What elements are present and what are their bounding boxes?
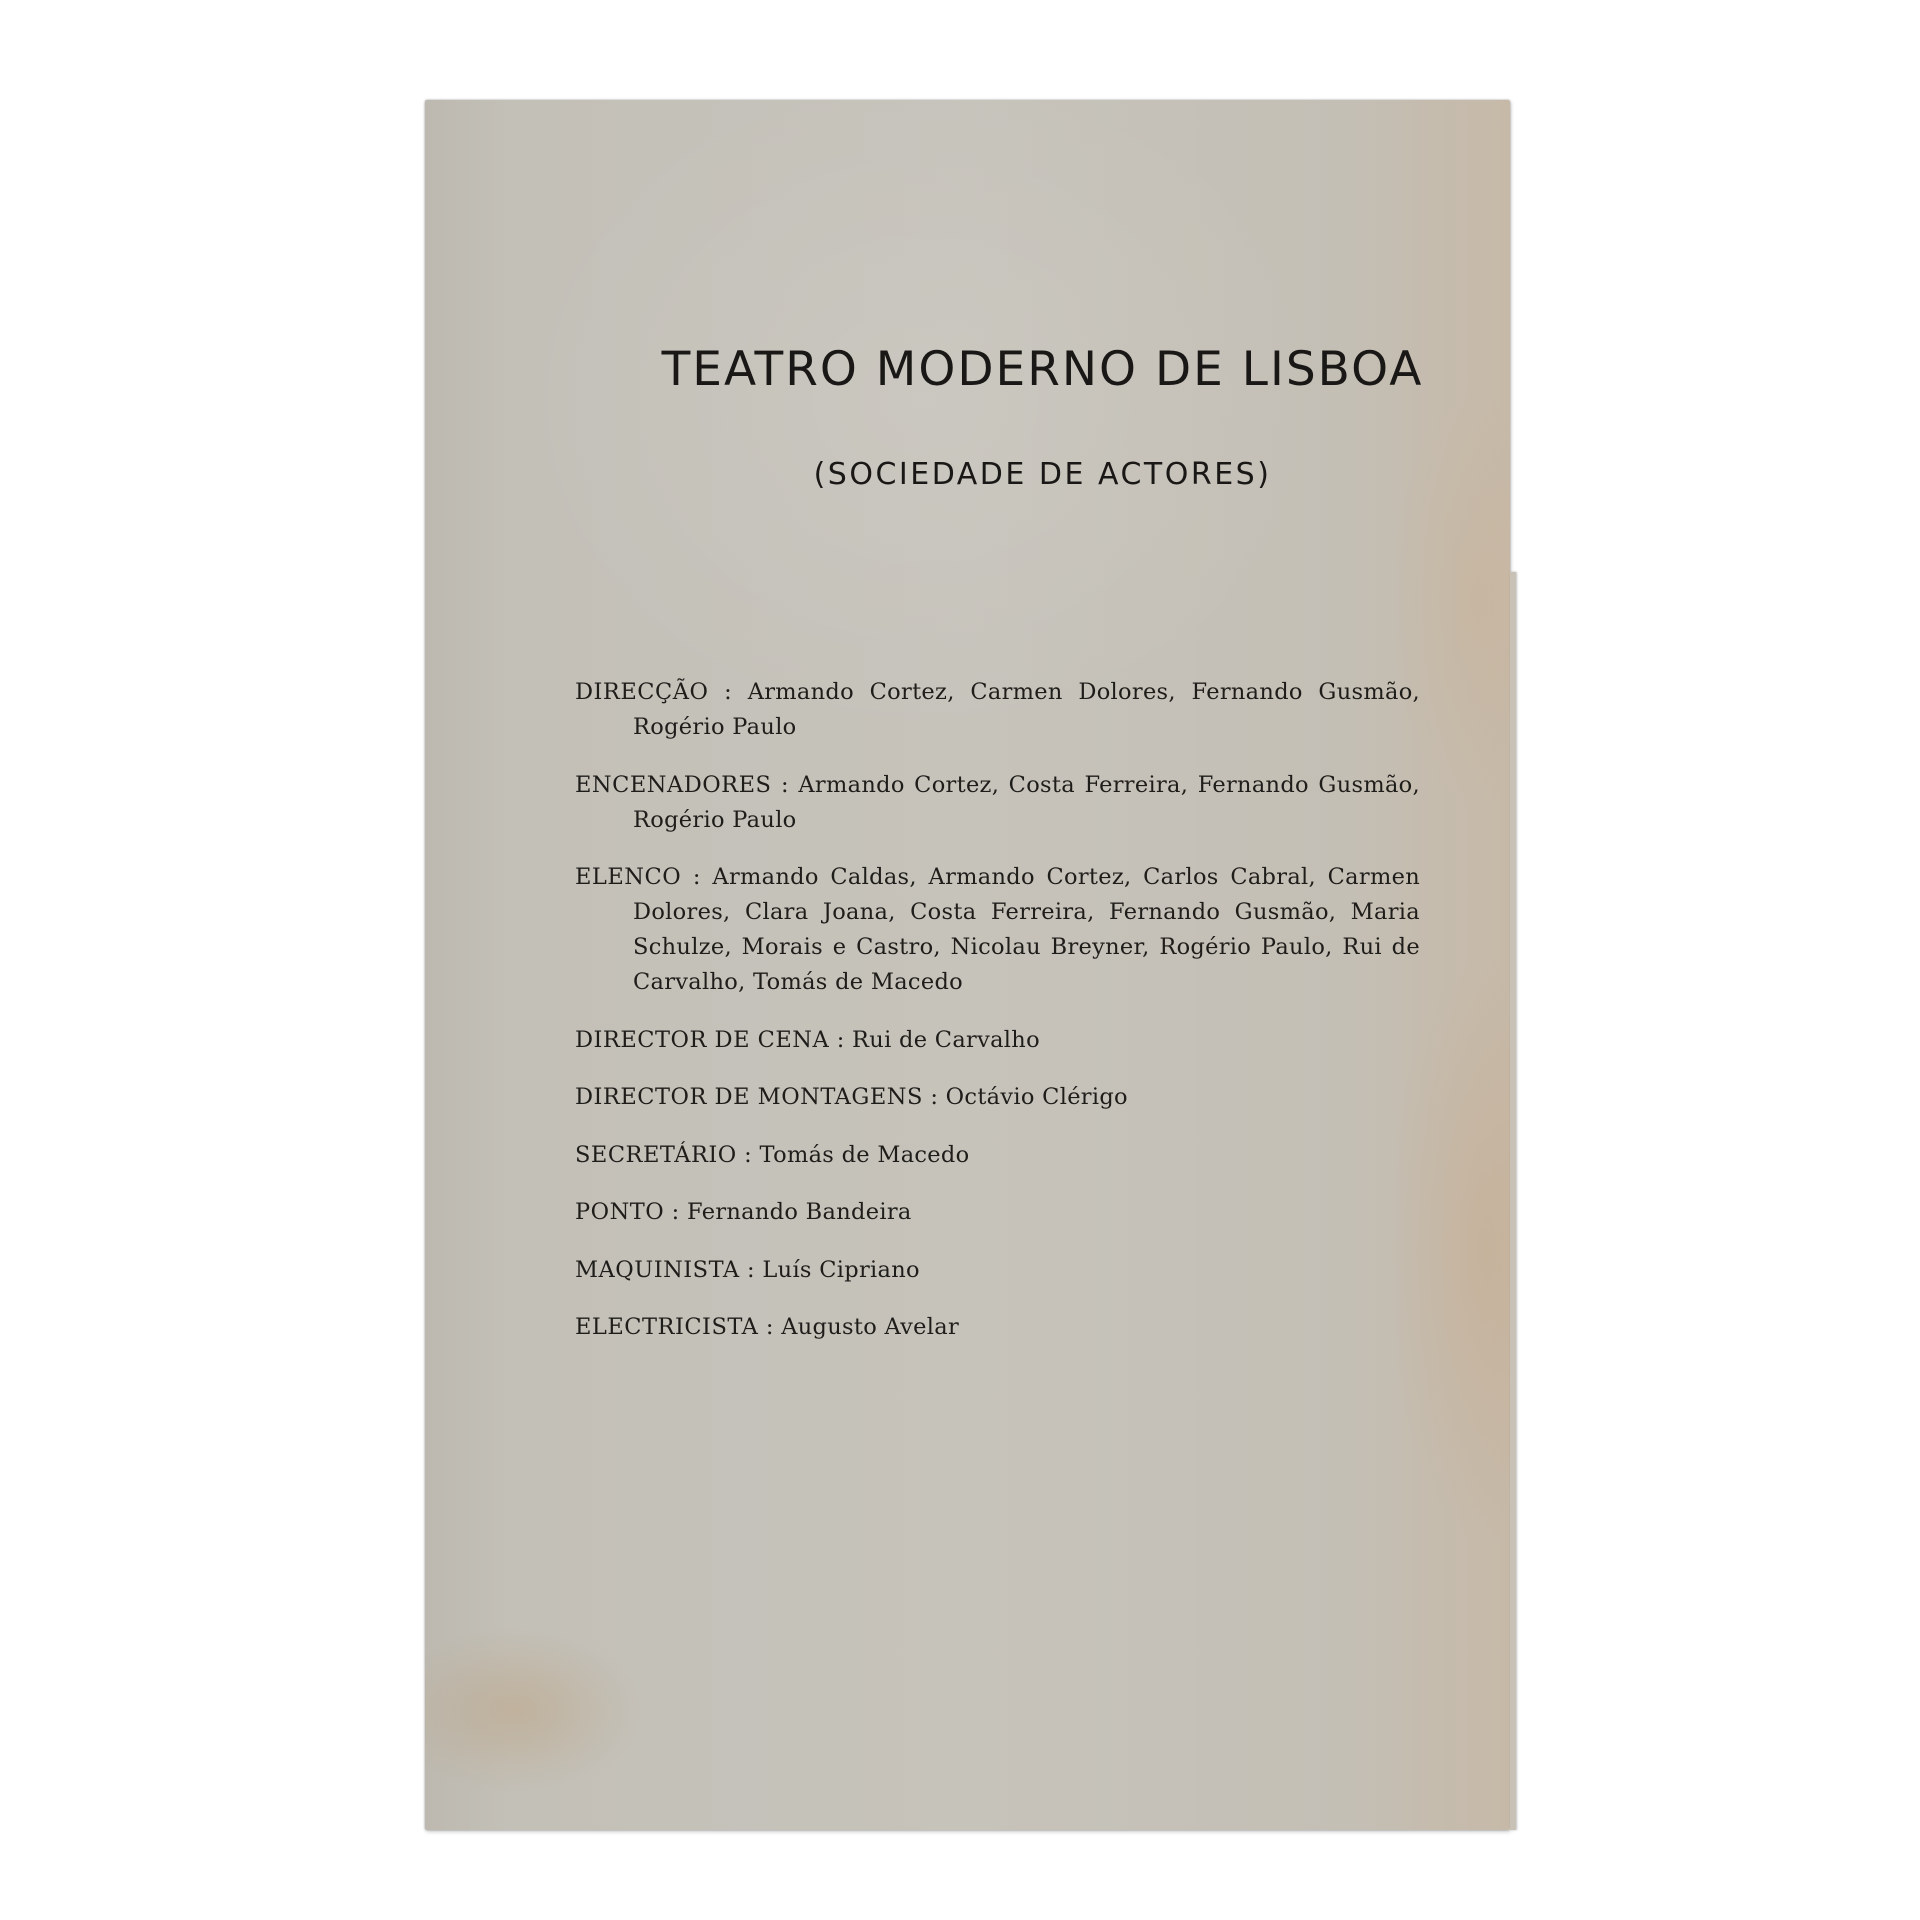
program-page [425, 100, 1510, 1830]
credit-names: Augusto Avelar [781, 1314, 960, 1340]
credit-role: DIRECÇÃO [575, 679, 709, 705]
credit-maquinista: MAQUINISTA : Luís Cipriano [575, 1256, 920, 1283]
credit-ponto: PONTO : Fernando Bandeira [575, 1199, 912, 1225]
credit-role: DIRECTOR DE CENA [575, 1026, 830, 1053]
credit-director-de-montagens: DIRECTOR DE MONTAGENS : Octávio Clérigo [575, 1084, 1128, 1110]
page-edge [1510, 572, 1516, 1830]
page-subtitle: (SOCIEDADE DE ACTORES) [813, 457, 1272, 492]
credit-direccao: DIRECÇÃO : Armando Cortez, Carmen Dolores, Fernando Gusmão, Rogério Paulo [575, 679, 1420, 740]
credits-list [575, 675, 1420, 1366]
credit-role: ELENCO [575, 864, 682, 890]
credit-elenco: ELENCO : Armando Caldas, Armando Cortez, Carlos Cabral, Carmen Dolores, Clara Joana, Costa Ferreira, Fernando Gusmão, Maria Schulze, Morais e Castro, Nicolau Breyner, Rogério Paulo, Rui de Carvalho, Tomás de Macedo [575, 864, 1420, 995]
credit-director-de-cena: DIRECTOR DE CENA : Rui de Carvalho [575, 1026, 1040, 1053]
credit-role: SECRETÁRIO [575, 1141, 737, 1168]
credit-names: Armando Cortez, Costa Ferreira, Fernando Gusmão, Rogério Paulo [633, 771, 1420, 833]
credit-names: Rui de Carvalho [852, 1026, 1040, 1053]
credit-secretario: SECRETÁRIO : Tomás de Macedo [575, 1141, 970, 1168]
page-title: TEATRO MODERNO DE LISBOA [661, 342, 1424, 397]
credit-electricista: ELECTRICISTA : Augusto Avelar [575, 1314, 960, 1340]
credit-role: MAQUINISTA [575, 1256, 740, 1283]
credit-names: Armando Caldas, Armando Cortez, Carlos Cabral, Carmen Dolores, Clara Joana, Costa Ferreira, Fernando Gusmão, Maria Schulze, Morais e Castro, Nicolau Breyner, Rogério Paulo, Rui de Carvalho, Tomás de Macedo [633, 864, 1420, 995]
credit-names: Armando Cortez, Carmen Dolores, Fernando Gusmão, Rogério Paulo [633, 679, 1420, 740]
credit-encenadores: ENCENADORES : Armando Cortez, Costa Ferreira, Fernando Gusmão, Rogério Paulo [575, 771, 1420, 833]
credit-role: ENCENADORES [575, 771, 772, 798]
credit-names: Tomás de Macedo [759, 1141, 970, 1168]
credit-role: DIRECTOR DE MONTAGENS [575, 1084, 923, 1110]
credit-names: Octávio Clérigo [945, 1084, 1128, 1110]
credit-role: PONTO [575, 1199, 665, 1225]
credit-role: ELECTRICISTA [575, 1314, 759, 1340]
credit-names: Fernando Bandeira [687, 1199, 912, 1225]
credit-names: Luís Cipriano [762, 1256, 920, 1283]
